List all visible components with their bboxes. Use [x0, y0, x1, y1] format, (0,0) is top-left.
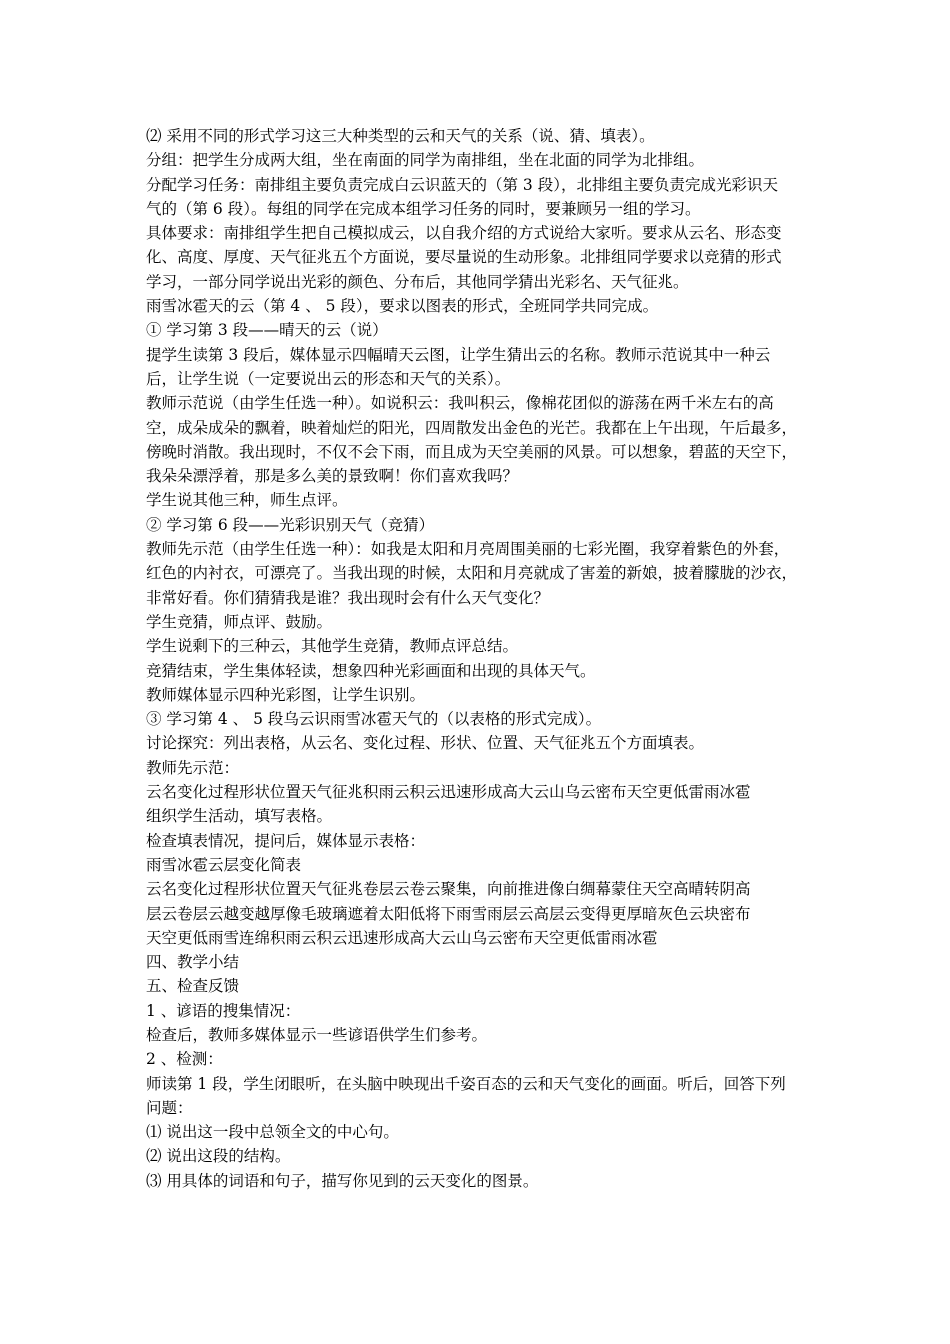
table-title: 雨雪冰雹云层变化简表	[146, 855, 302, 874]
section-heading: 五、检查反馈	[146, 977, 240, 996]
text-line: 傍晚时消散。我出现时，不仅不会下雨，而且成为天空美丽的风景。可以想象，碧蓝的天空下，	[146, 442, 798, 461]
text-line: 学生说其他三种，师生点评。	[146, 491, 348, 510]
text-line: 提学生读第 3 段后，媒体显示四幅晴天云图，让学生猜出云的名称。教师示范说其中一种云	[146, 345, 771, 364]
text-line: 教师媒体显示四种光彩图，让学生识别。	[146, 685, 426, 704]
text-line: 组织学生活动，填写表格。	[146, 807, 333, 826]
table-text-line: 云名变化过程形状位置天气征兆积雨云积云迅速形成高大云山乌云密布天空更低雷雨冰雹	[146, 783, 751, 802]
text-line: 我朵朵漂浮着，那是多么美的景致啊！你们喜欢我吗？	[146, 467, 519, 486]
section-heading: ① 学习第 3 段——晴天的云（说）	[146, 321, 388, 340]
text-line: 竞猜结束，学生集体轻读，想象四种光彩画面和出现的具体天气。	[146, 661, 596, 680]
section-heading: ③ 学习第 4 、 5 段乌云识雨雪冰雹天气的（以表格的形式完成）。	[146, 710, 602, 729]
text-line: 雨雪冰雹天的云（第 4 、 5 段），要求以图表的形式，全班同学共同完成。	[146, 297, 659, 316]
text-line: ⑵ 采用不同的形式学习这三大种类型的云和天气的关系（说、猜、填表）。	[146, 127, 655, 145]
text-line: 教师示范说（由学生任选一种）。如说积云：我叫积云，像棉花团似的游荡在两千米左右的高	[146, 394, 774, 413]
text-line: 学生说剩下的三种云，其他学生竞猜，教师点评总结。	[146, 637, 519, 656]
text-line: 非常好看。你们猜猜我是谁？我出现时会有什么天气变化？	[146, 588, 550, 607]
text-line: 讨论探究：列出表格，从云名、变化过程、形状、位置、天气征兆五个方面填表。	[146, 734, 705, 753]
section-heading: 四、教学小结	[146, 953, 240, 972]
question-item: ⑴ 说出这一段中总领全文的中心句。	[146, 1123, 399, 1142]
text-line: 检查填表情况，提问后，媒体显示表格：	[146, 831, 426, 850]
text-line: 学生竞猜，师点评、鼓励。	[146, 612, 333, 631]
text-line: 后，让学生说（一定要说出云的形态和天气的关系）。	[146, 369, 511, 388]
question-item: ⑵ 说出这段的结构。	[146, 1147, 291, 1166]
table-text-line: 天空更低雨雪连绵积雨云积云迅速形成高大云山乌云密布天空更低雷雨冰雹	[146, 928, 658, 947]
text-line: 具体要求：南排组学生把自己模拟成云，以自我介绍的方式说给大家听。要求从云名、形态变	[146, 224, 782, 243]
table-text-line: 层云卷层云越变越厚像毛玻璃遮着太阳低将下雨雪雨层云高层云变得更厚暗灰色云块密布	[146, 904, 751, 923]
text-line: 分组：把学生分成两大组，坐在南面的同学为南排组，坐在北面的同学为北排组。	[146, 151, 705, 170]
text-line: 检查后，教师多媒体显示一些谚语供学生们参考。	[146, 1025, 488, 1044]
text-line: 2 、检测：	[146, 1050, 223, 1069]
section-heading: ② 学习第 6 段——光彩识别天气（竞猜）	[146, 515, 435, 534]
text-line: 分配学习任务：南排组主要负责完成白云识蓝天的（第 3 段），北排组主要负责完成光彩识天	[146, 175, 778, 194]
text-line: 师读第 1 段，学生闭眼听，在头脑中映现出千姿百态的云和天气变化的画面。听后，回答下列	[146, 1074, 786, 1093]
text-line: 红色的内衬衣，可漂亮了。当我出现的时候，太阳和月亮就成了害羞的新娘，披着朦胧的沙衣，	[146, 564, 798, 583]
text-line: 问题：	[146, 1098, 193, 1117]
text-line: 1 、谚语的搜集情况：	[146, 1001, 301, 1020]
document-body	[146, 124, 816, 1193]
table-text-line: 云名变化过程形状位置天气征兆卷层云卷云聚集，向前推进像白绸幕蒙住天空高晴转阴高	[146, 880, 751, 899]
question-item: ⑶ 用具体的词语和句子，描写你见到的云天变化的图景。	[146, 1171, 539, 1190]
text-line: 化、高度、厚度、天气征兆五个方面说，要尽量说的生动形象。北排组同学要求以竞猜的形式	[146, 248, 782, 267]
text-line: 气的（第 6 段）。每组的同学在完成本组学习任务的同时，要兼顾另一组的学习。	[146, 199, 701, 218]
text-line: 教师先示范（由学生任选一种）：如我是太阳和月亮周围美丽的七彩光圈，我穿着紫色的外套，	[146, 540, 790, 559]
text-line: 学习，一部分同学说出光彩的颜色、分布后，其他同学猜出光彩名、天气征兆。	[146, 272, 689, 291]
text-line: 空，成朵成朵的飘着，映着灿烂的阳光，四周散发出金色的光芒。我都在上午出现，午后最多，	[146, 418, 798, 437]
text-line: 教师先示范：	[146, 758, 240, 777]
